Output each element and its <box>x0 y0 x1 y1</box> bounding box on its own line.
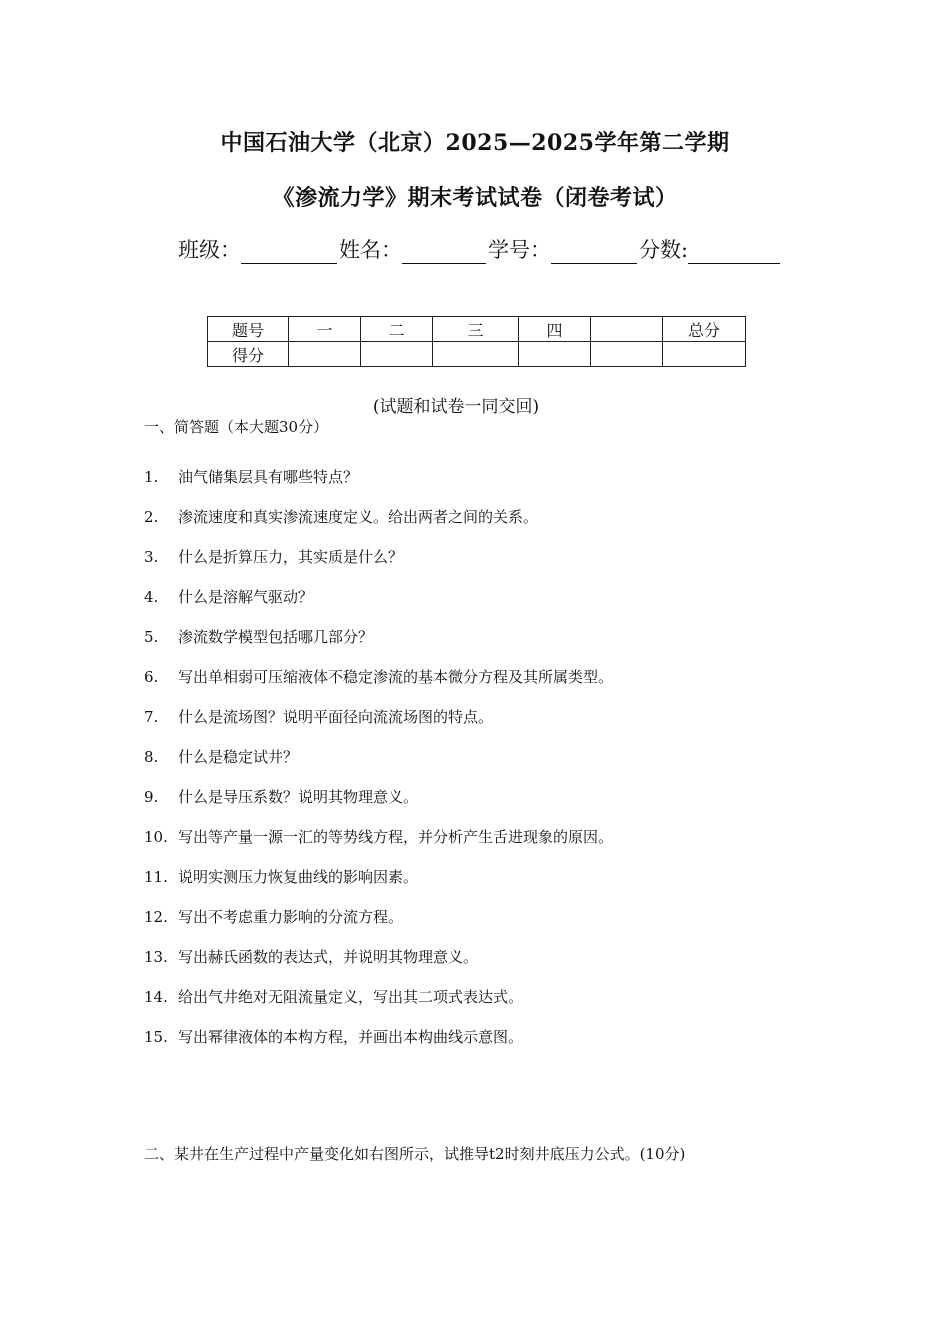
question-number: 8. <box>144 748 159 766</box>
return-note: (试题和试卷一同交回) <box>372 397 540 417</box>
question-number: 11. <box>144 868 168 886</box>
question-item <box>144 986 523 1007</box>
table-cell: 题号 <box>208 317 289 342</box>
question-text: 写出不考虑重力影响的分流方程。 <box>178 908 404 926</box>
question-text: 给出气井绝对无阻流量定义，写出其二项式表达式。 <box>178 988 524 1006</box>
score-blank[interactable] <box>688 239 780 264</box>
class-label: 班级： <box>178 238 241 262</box>
question-item <box>144 906 403 927</box>
table-cell <box>519 342 591 367</box>
name-blank[interactable] <box>402 239 486 264</box>
question-number: 15. <box>144 1028 168 1046</box>
score-table <box>207 316 746 367</box>
table-cell <box>591 317 663 342</box>
question-text: 说明实测压力恢复曲线的影响因素。 <box>178 868 419 886</box>
question-item <box>144 946 478 967</box>
table-cell: 得分 <box>208 342 289 367</box>
table-cell <box>591 342 663 367</box>
question-text: 什么是稳定试井？ <box>178 748 299 766</box>
score-table-score-row <box>208 342 746 367</box>
table-cell <box>361 342 433 367</box>
question-item <box>144 506 538 527</box>
question-item <box>144 626 373 647</box>
table-cell: 一 <box>289 317 361 342</box>
question-text: 油气储集层具有哪些特点？ <box>178 468 359 486</box>
question-text: 渗流数学模型包括哪几部分？ <box>178 628 374 646</box>
question-number: 7. <box>144 708 159 726</box>
question-item <box>144 706 493 727</box>
student-id-label: 学号： <box>488 238 551 262</box>
question-item <box>144 666 613 687</box>
name-label: 姓名： <box>339 238 402 262</box>
table-cell <box>433 342 519 367</box>
question-text: 写出赫氏函数的表达式，并说明其物理意义。 <box>178 948 479 966</box>
question-number: 5. <box>144 628 159 646</box>
table-cell: 三 <box>433 317 519 342</box>
question-item <box>144 1026 523 1047</box>
question-number: 4. <box>144 588 159 606</box>
question-text: 写出幂律液体的本构方程，并画出本构曲线示意图。 <box>178 1028 524 1046</box>
question-item <box>144 786 418 807</box>
question-text: 渗流速度和真实渗流速度定义。给出两者之间的关系。 <box>178 508 539 526</box>
section-1-heading: 一、简答题（本大题30分） <box>144 418 329 436</box>
question-number: 13. <box>144 948 168 966</box>
table-cell: 四 <box>519 317 591 342</box>
table-cell <box>663 342 746 367</box>
class-blank[interactable] <box>241 239 337 264</box>
question-text: 什么是导压系数？说明其物理意义。 <box>178 788 419 806</box>
question-text: 写出单相弱可压缩液体不稳定渗流的基本微分方程及其所属类型。 <box>178 668 614 686</box>
table-cell <box>289 342 361 367</box>
question-number: 14. <box>144 988 168 1006</box>
question-number: 10. <box>144 828 168 846</box>
question-item <box>144 866 418 887</box>
student-info-line <box>178 234 782 264</box>
question-number: 2. <box>144 508 159 526</box>
question-item <box>144 746 298 767</box>
question-text: 什么是折算压力，其实质是什么？ <box>178 548 404 566</box>
section-2-heading: 二、某井在生产过程中产量变化如右图所示，试推导t2时刻井底压力公式。(10分) <box>144 1145 686 1163</box>
question-number: 3. <box>144 548 159 566</box>
question-number: 12. <box>144 908 168 926</box>
exam-title-university: 中国石油大学（北京）2025—2025学年第二学期 <box>220 130 730 156</box>
student-id-blank[interactable] <box>551 239 637 264</box>
question-item <box>144 466 358 487</box>
question-text: 写出等产量一源一汇的等势线方程，并分析产生舌进现象的原因。 <box>178 828 614 846</box>
question-number: 6. <box>144 668 159 686</box>
exam-title-course: 《渗流力学》期末考试试卷（闭卷考试） <box>272 185 678 211</box>
score-table-header-row <box>208 317 746 342</box>
score-label: 分数: <box>639 238 689 262</box>
question-number: 9. <box>144 788 159 806</box>
table-cell: 总分 <box>663 317 746 342</box>
question-number: 1. <box>144 468 159 486</box>
question-item <box>144 546 403 567</box>
question-item <box>144 826 613 847</box>
question-text: 什么是流场图？说明平面径向流流场图的特点。 <box>178 708 494 726</box>
table-cell: 二 <box>361 317 433 342</box>
question-text: 什么是溶解气驱动？ <box>178 588 314 606</box>
question-item <box>144 586 313 607</box>
